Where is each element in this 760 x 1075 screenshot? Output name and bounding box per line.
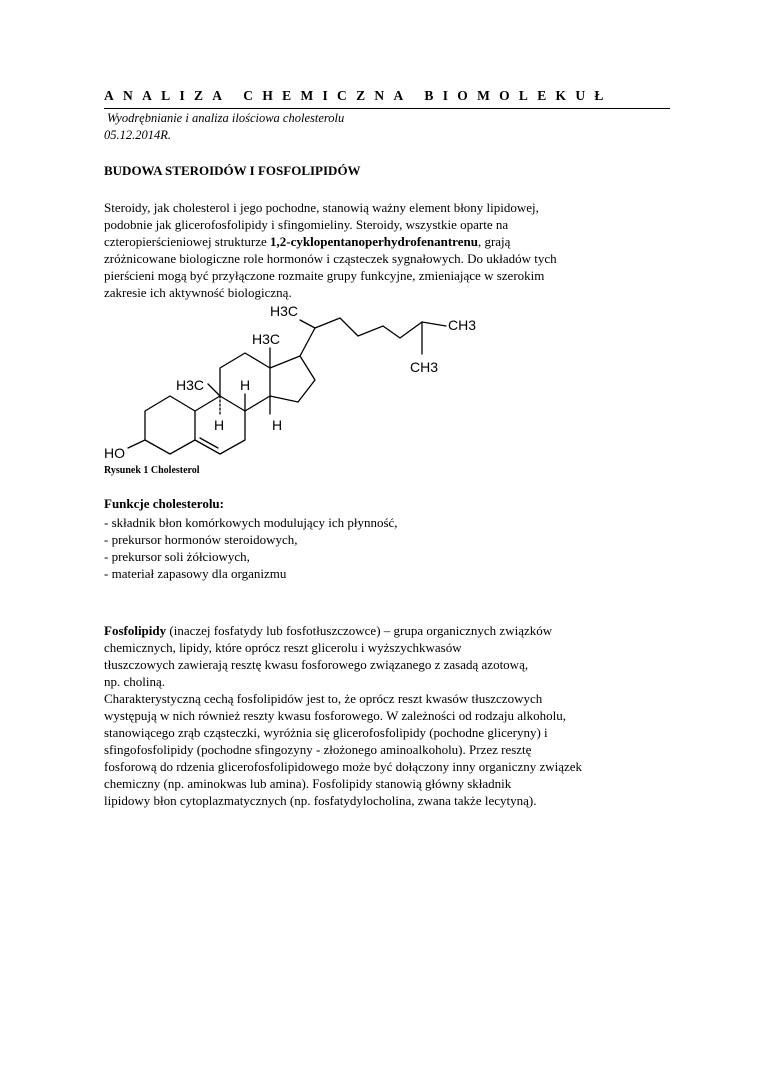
label-h-lower-right: H <box>272 417 283 433</box>
list-item: - materiał zapasowy dla organizmu <box>104 566 287 581</box>
document-date: 05.12.2014R. <box>104 128 172 142</box>
side-chain <box>300 318 446 356</box>
methyl-c19 <box>208 384 220 396</box>
ring-a <box>145 396 195 454</box>
intro-line <box>104 233 694 250</box>
label-ch3-right: CH3 <box>448 317 477 333</box>
list-item: - prekursor soli żółciowych, <box>104 549 250 564</box>
paragraph-line: sfingofosfolipidy (pochodne sfingozyny - złożonego aminoalkoholu). Przez resztę <box>104 742 532 757</box>
paragraph-line: fosforową do rdzenia glicerofosfolipidowego może być dołączony inny organiczny związek <box>104 759 583 774</box>
intro-line: zróżnicowane biologiczne role hormonów i cząsteczek sygnałowych. Do układów tych <box>104 251 557 266</box>
paragraph-line: stanowiącego zrąb cząsteczki, wyróżnia się glicerofosfolipidy (pochodne gliceryny) i <box>104 725 548 740</box>
document-subtitle: Wyodrębnianie i analiza ilościowa cholesterolu <box>107 111 345 125</box>
hydroxyl-bond <box>128 440 145 448</box>
intro-line: podobnie jak glicerofosfolipidy i sfingomieliny. Steroidy, wszystkie oparte na <box>104 217 509 232</box>
paragraph-line: lipidowy błon cytoplazmatycznych (np. fosfatydylocholina, zwana także lecytyną). <box>104 793 537 808</box>
paragraph-line: np. choliną. <box>104 674 166 689</box>
intro-line: zakresie ich aktywność biologiczną. <box>104 285 292 300</box>
paragraph-line: występują w nich również reszty kwasu fosforowego. W zależności od rodzaju alkoholu, <box>104 708 566 723</box>
key-term: Fosfolipidy <box>104 623 167 638</box>
key-term: 1,2-cyklopentanoperhydrofenantrenu <box>270 234 478 249</box>
functions-list <box>104 514 398 582</box>
header-divider <box>104 108 670 109</box>
label-ho: HO <box>104 445 125 461</box>
list-item: - prekursor hormonów steroidowych, <box>104 532 298 547</box>
double-bond <box>200 438 218 448</box>
paragraph-line: chemicznych, lipidy, które oprócz reszt glicerolu i wyższychkwasów <box>104 640 462 655</box>
label-h-upper: H <box>240 377 251 393</box>
functions-title: Funkcje cholesterolu: <box>104 496 224 511</box>
document-header-title: ANALIZA CHEMICZNA BIOMOLEKUŁ <box>104 88 613 103</box>
intro-text: czteropierścieniowej strukturze <box>104 234 271 249</box>
paragraph-line: chemiczny (np. aminokwas lub amina). Fosfolipidy stanowią główny składnik <box>104 776 512 791</box>
label-ch3-down: CH3 <box>410 359 439 375</box>
intro-line: pierścieni mogą być przyłączone rozmaite grupy funkcyjne, zmieniające w szerokim <box>104 268 545 283</box>
intro-line: Steroidy, jak cholesterol i jego pochodne, stanowią ważny element błony lipidowej, <box>104 200 539 215</box>
paragraph-line: Charakterystyczną cechą fosfolipidów jest to, że oprócz reszt kwasów tłuszczowych <box>104 691 543 706</box>
methyl-c21 <box>300 320 315 328</box>
list-item: - składnik błon komórkowych modulujący ich płynność, <box>104 515 398 530</box>
label-h3c-mid: H3C <box>252 331 281 347</box>
ring-d <box>270 356 315 402</box>
paragraph-line <box>104 622 694 639</box>
section-heading: BUDOWA STEROIDÓW I FOSFOLIPIDÓW <box>104 163 361 178</box>
intro-text: , grają <box>477 234 511 249</box>
phospholipids-paragraph <box>104 622 694 809</box>
paragraph-text: (inaczej fosfatydy lub fosfotłuszczowce) – grupa organicznych związków <box>166 623 553 638</box>
intro-paragraph <box>104 199 694 301</box>
figure-caption: Rysunek 1 Cholesterol <box>104 465 200 476</box>
paragraph-line: tłuszczowych zawierają resztę kwasu fosforowego związanego z zasadą azotową, <box>104 657 529 672</box>
label-h3c-top: H3C <box>270 303 299 319</box>
cholesterol-structure-diagram <box>100 298 480 466</box>
label-h3c-left: H3C <box>176 377 205 393</box>
label-h-lower-left: H <box>214 417 225 433</box>
